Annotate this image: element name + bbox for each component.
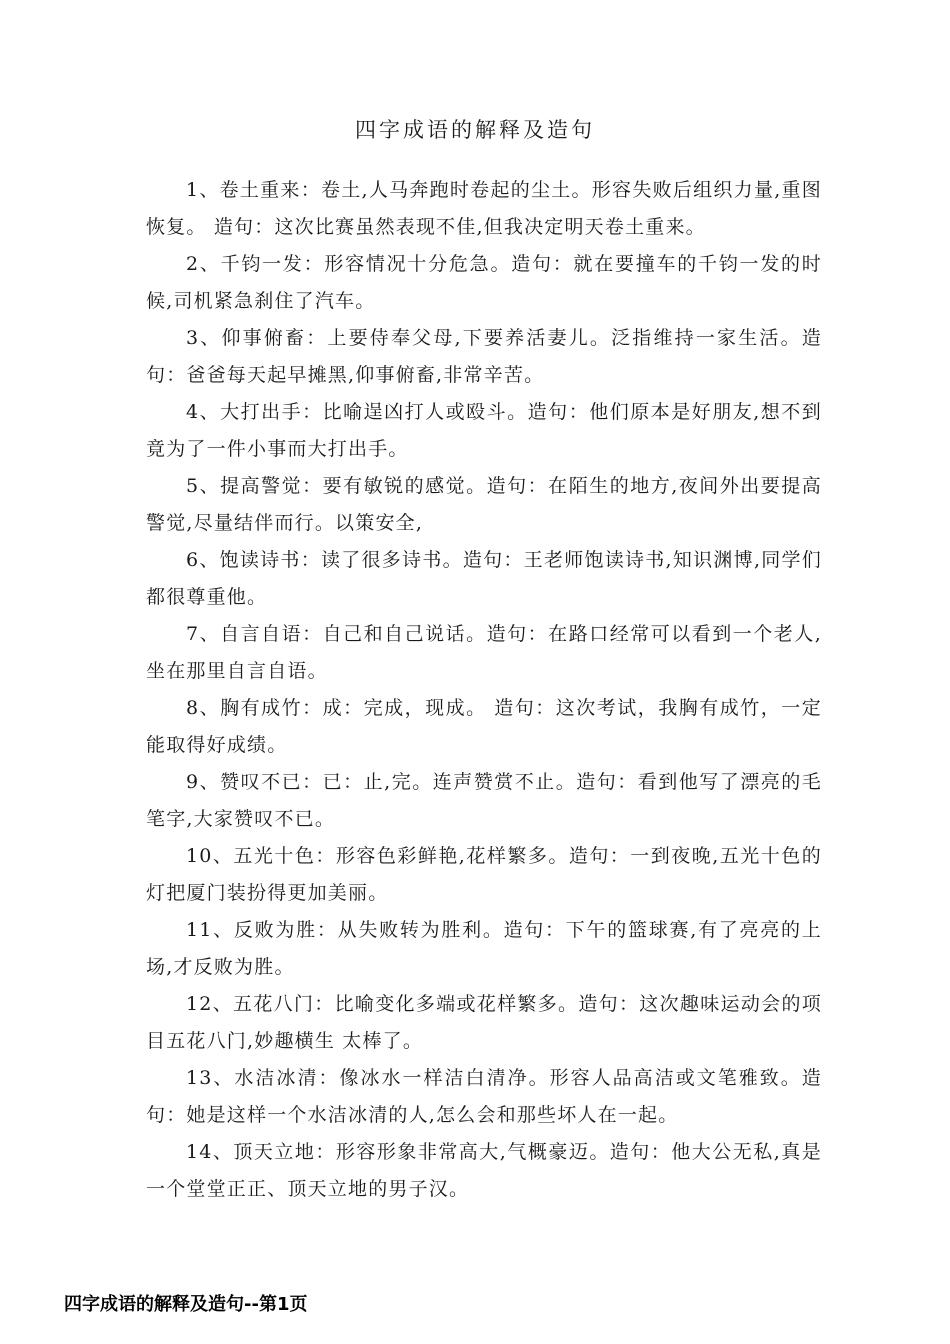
idiom-entry: 11、反败为胜：从失败转为胜利。造句：下午的篮球赛,有了亮亮的上场,才反败为胜。 [146, 919, 822, 978]
idiom-entry: 7、自言自语：自己和自己说话。造句：在路口经常可以看到一个老人,坐在那里自言自语。 [146, 623, 822, 682]
idiom-entry: 13、水洁冰清：像冰水一样洁白清净。形容人品高洁或文笔雅致。造句：她是这样一个水洁冰清的人,怎么会和那些坏人在一起。 [146, 1067, 822, 1126]
idiom-entry: 2、千钧一发：形容情况十分危急。造句：就在要撞车的千钧一发的时候,司机紧急刹住了汽车。 [146, 253, 822, 312]
idiom-entry: 12、五花八门：比喻变化多端或花样繁多。造句：这次趣味运动会的项目五花八门,妙趣横生 太棒了。 [146, 993, 822, 1052]
idiom-entry: 10、五光十色：形容色彩鲜艳,花样繁多。造句：一到夜晚,五光十色的灯把厦门装扮得更加美丽。 [146, 845, 822, 904]
page-title: 四字成语的解释及造句 [355, 118, 595, 142]
idiom-entry: 3、仰事俯畜：上要侍奉父母,下要养活妻儿。泛指维持一家生活。造句：爸爸每天起早摊黑,仰事俯畜,非常辛苦。 [146, 327, 822, 386]
idiom-entry: 9、赞叹不已：已：止,完。连声赞赏不止。造句：看到他写了漂亮的毛笔字,大家赞叹不已。 [146, 771, 822, 830]
page-footer: 四字成语的解释及造句--第1页 [64, 1294, 308, 1315]
idiom-entry: 14、顶天立地：形容形象非常高大,气概豪迈。造句：他大公无私,真是一个堂堂正正、顶天立地的男子汉。 [146, 1141, 822, 1200]
idiom-entry: 1、卷土重来：卷土,人马奔跑时卷起的尘土。形容失败后组织力量,重图恢复。 造句：这次比赛虽然表现不佳,但我决定明天卷土重来。 [146, 179, 822, 238]
idiom-entry: 6、饱读诗书：读了很多诗书。造句：王老师饱读诗书,知识渊博,同学们都很尊重他。 [146, 549, 822, 608]
idiom-list [146, 172, 822, 1208]
idiom-entry: 5、提高警觉：要有敏锐的感觉。造句：在陌生的地方,夜间外出要提高警觉,尽量结伴而行。以策安全, [146, 475, 822, 534]
idiom-entry: 8、胸有成竹：成：完成，现成。 造句：这次考试，我胸有成竹，一定能取得好成绩。 [146, 697, 822, 756]
idiom-entry: 4、大打出手：比喻逞凶打人或殴斗。造句：他们原本是好朋友,想不到竟为了一件小事而大打出手。 [146, 401, 822, 460]
